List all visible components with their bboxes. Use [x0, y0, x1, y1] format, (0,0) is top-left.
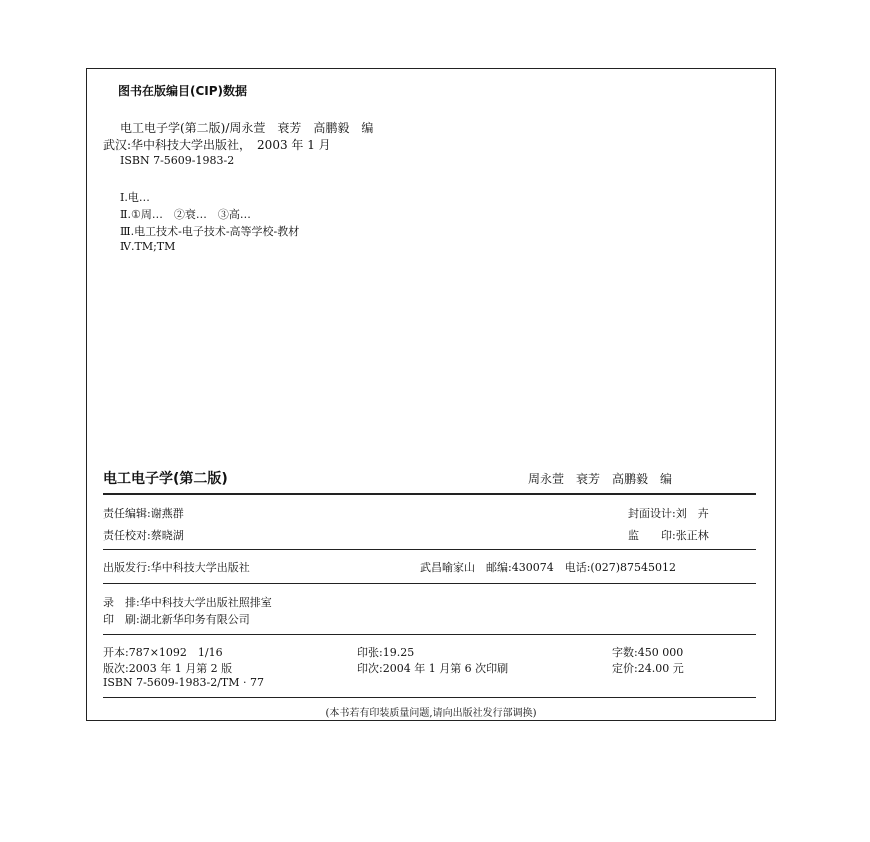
- cover-design: 封面设计:刘 卉: [628, 507, 709, 520]
- cip-class-4: Ⅳ.TM;TM: [120, 240, 176, 253]
- distribution: 出版发行:华中科技大学出版社: [103, 561, 250, 574]
- printing: 印 刷:湖北新华印务有限公司: [103, 613, 250, 626]
- divider: [103, 493, 756, 495]
- responsible-editor: 责任编辑:谢燕群: [103, 507, 184, 520]
- print-supervisor: 监 印:张正林: [628, 529, 709, 542]
- book-title: 电工电子学(第二版): [103, 471, 228, 487]
- divider: [103, 697, 756, 698]
- cip-publisher-line: 武汉:华中科技大学出版社， 2003 年 1 月: [103, 138, 331, 152]
- print-run: 印次:2004 年 1 月第 6 次印刷: [357, 662, 509, 675]
- cip-class-3: Ⅲ.电工技术-电子技术-高等学校-教材: [120, 225, 300, 238]
- edition: 版次:2003 年 1 月第 2 版: [103, 662, 233, 675]
- book-authors: 周永萱 衰芳 高鹏毅 编: [528, 472, 673, 486]
- proofreader: 责任校对:蔡晓湖: [103, 529, 184, 542]
- price: 定价:24.00 元: [612, 662, 684, 675]
- publisher-address: 武昌喻家山 邮编:430074 电话:(027)87545012: [420, 561, 676, 574]
- divider: [103, 549, 756, 550]
- sheets: 印张:19.25: [357, 646, 415, 659]
- word-count: 字数:450 000: [612, 646, 684, 659]
- typesetting: 录 排:华中科技大学出版社照排室: [103, 596, 272, 609]
- isbn-full: ISBN 7-5609-1983-2/TM · 77: [103, 676, 265, 689]
- cip-isbn: ISBN 7-5609-1983-2: [120, 154, 235, 167]
- format: 开本:787×1092 1/16: [103, 646, 223, 659]
- cip-class-1: Ⅰ.电…: [120, 191, 150, 204]
- divider: [103, 634, 756, 635]
- cip-heading: 图书在版编目(CIP)数据: [118, 84, 248, 98]
- divider: [103, 583, 756, 584]
- footer-note: (本书若有印装质量问题,请向出版社发行部调换): [325, 708, 537, 719]
- cip-title-line: 电工电子学(第二版)/周永萱 衰芳 高鹏毅 编: [120, 121, 374, 135]
- cip-class-2: Ⅱ.①周… ②衰… ③高…: [120, 208, 251, 221]
